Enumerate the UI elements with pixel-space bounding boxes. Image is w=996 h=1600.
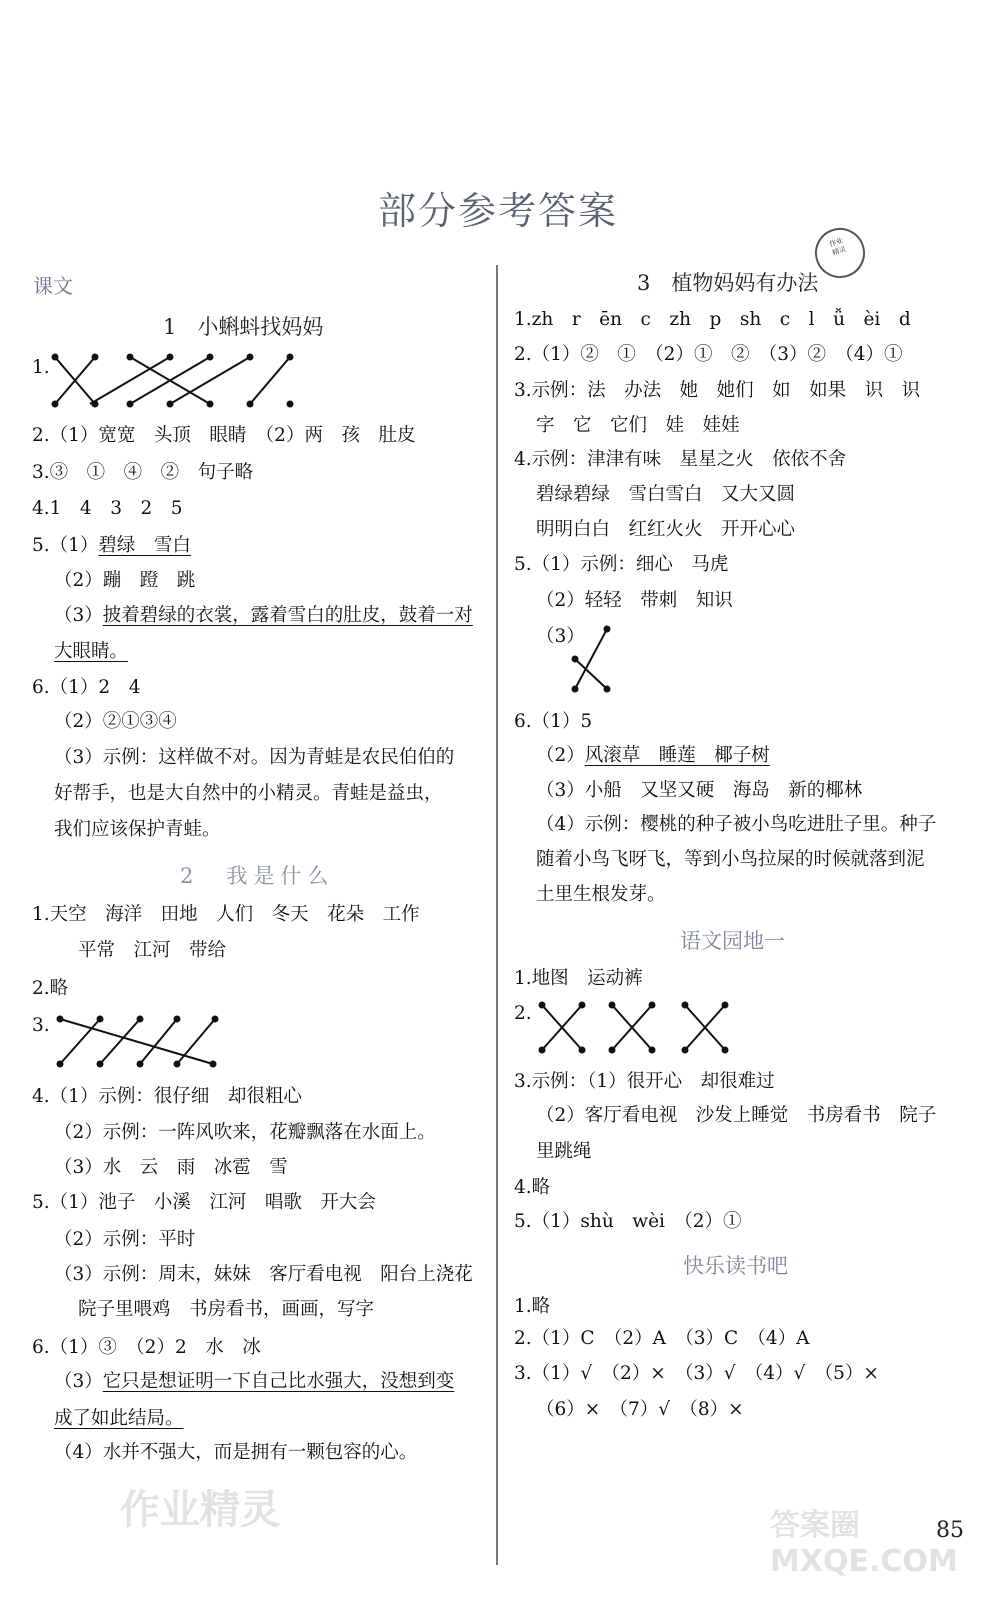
l2-q2: 2.略 [32, 978, 69, 999]
l3-q1: 1.zh r ēn c zh p sh c l ǚ èi d [514, 309, 911, 330]
reading-q3b: （6）× （7）√ （8）× [536, 1399, 744, 1420]
garden-q2-label: 2. [514, 1003, 532, 1024]
l1-q6-3c: 我们应该保护青蛙。 [54, 819, 221, 840]
l3-q5-3-matching-diagram [567, 624, 617, 696]
l1-q6-3b: 好帮手，也是大自然中的小精灵。青蛙是益虫， [54, 783, 443, 804]
l2-q4-1: 4.（1）示例：很仔细 却很粗心 [32, 1086, 302, 1107]
l1-q4: 4.1 4 3 2 5 [32, 498, 183, 519]
l2-q3-matching-diagram [55, 1014, 225, 1072]
page-number: 85 [936, 1518, 964, 1543]
l2-q3-label: 3. [32, 1015, 50, 1036]
l3-q4a: 4.示例：津津有味 星星之火 依依不舍 [514, 449, 847, 470]
l1-q3: 3.③ ① ④ ② 句子略 [32, 462, 254, 483]
reading-q3a: 3.（1）√ （2）× （3）√ （4）√ （5）× [514, 1363, 879, 1384]
l3-q6-4a: （4）示例：樱桃的种子被小鸟吃进肚子里。种子 [536, 814, 937, 835]
reading-q2: 2.（1）C （2）A （3）C （4）A [514, 1328, 810, 1349]
l3-q5-3-label: （3） [536, 626, 585, 647]
l3-q4c: 明明白白 红红火火 开开心心 [536, 519, 796, 540]
l1-q2: 2.（1）宽宽 头顶 眼睛 （2）两 孩 肚皮 [32, 425, 416, 446]
l2-q6-4: （4）水并不强大，而是拥有一颗包容的心。 [54, 1442, 418, 1463]
garden-q2-matching-diagram [537, 1000, 737, 1056]
l2-q5-3b: 院子里喂鸡 书房看书，画画，写字 [78, 1299, 375, 1320]
l3-q6-1: 6.（1）5 [514, 711, 593, 732]
l1-q6-2: （2）②①③④ [54, 711, 177, 732]
l1-q5-3a: （3）披着碧绿的衣裳，露着雪白的肚皮，鼓着一对 [54, 605, 473, 626]
garden-heading: 语文园地一 [680, 929, 785, 953]
garden-q1: 1.地图 运动裤 [514, 968, 643, 989]
stamp-seal: 作业 精灵 [808, 221, 872, 285]
l3-q3a: 3.示例：法 办法 她 她们 如 如果 识 识 [514, 380, 921, 401]
l2-q4-2: （2）示例：一阵风吹来，花瓣飘落在水面上。 [54, 1122, 436, 1143]
l3-q6-4c: 土里生根发芽。 [536, 884, 666, 905]
garden-q3-2a: （2）客厅看电视 沙发上睡觉 书房看书 院子 [536, 1105, 937, 1126]
watermark-right: 答案圈 MXQE.COM [770, 1508, 958, 1579]
l2-q1b: 平常 江河 带给 [78, 940, 227, 961]
l2-q6-3a: （3）它只是想证明一下自己比水强大，没想到变 [54, 1371, 455, 1392]
l3-q4b: 碧绿碧绿 雪白雪白 又大又圆 [536, 484, 796, 505]
lesson-3-heading: 3 植物妈妈有办法 [637, 271, 819, 295]
l1-q5-2: （2）蹦 蹬 跳 [54, 570, 196, 591]
reading-heading: 快乐读书吧 [683, 1254, 788, 1278]
garden-q3-2b: 里跳绳 [536, 1141, 592, 1162]
garden-q3-1: 3.示例：（1）很开心 却很难过 [514, 1071, 775, 1092]
garden-q4: 4.略 [514, 1177, 551, 1198]
l2-q4-3: （3）水 云 雨 冰雹 雪 [54, 1157, 288, 1178]
reading-q1: 1.略 [514, 1296, 551, 1317]
l3-q5-2: （2）轻轻 带刺 知识 [536, 590, 733, 611]
l2-q1a: 1.天空 海洋 田地 人们 冬天 花朵 工作 [32, 904, 420, 925]
l3-q6-4b: 随着小鸟飞呀飞，等到小鸟拉屎的时候就落到泥 [536, 849, 925, 870]
l3-q3b: 字 它 它们 娃 娃娃 [536, 415, 740, 436]
watermark-left: 作业精灵 [120, 1487, 280, 1533]
l3-q2: 2.（1）② ① （2）① ② （3）② （4）① [514, 344, 903, 365]
lesson-2-heading: 2 我是什么 [180, 864, 335, 888]
garden-q5: 5.（1）shù wèi （2）① [514, 1211, 742, 1232]
l2-q6-1: 6.（1）③ （2）2 水 冰 [32, 1337, 261, 1358]
l3-q6-2: （2）风滚草 睡莲 椰子树 [536, 745, 770, 766]
l3-q5-1: 5.（1）示例：细心 马虎 [514, 554, 729, 575]
section-label-texts: 课文 [33, 274, 73, 298]
column-divider [496, 265, 498, 1565]
l1-q1-matching-diagram [50, 352, 300, 412]
lesson-1-heading: 1 小蝌蚪找妈妈 [163, 315, 324, 339]
l1-q5-1: 5.（1）碧绿 雪白 [32, 535, 191, 556]
l1-q1-label: 1. [32, 357, 50, 378]
l2-q5-1: 5.（1）池子 小溪 江河 唱歌 开大会 [32, 1192, 376, 1213]
l3-q6-3: （3）小船 又坚又硬 海岛 新的椰林 [536, 780, 863, 801]
l1-q6-1: 6.（1）2 4 [32, 677, 141, 698]
page-title: 部分参考答案 [377, 189, 618, 233]
l2-q6-3b: 成了如此结局。 [54, 1408, 184, 1429]
l2-q5-3a: （3）示例：周末，妹妹 客厅看电视 阳台上浇花 [54, 1264, 473, 1285]
l2-q5-2: （2）示例：平时 [54, 1229, 196, 1250]
l1-q6-3a: （3）示例：这样做不对。因为青蛙是农民伯伯的 [54, 747, 455, 768]
l1-q5-3b: 大眼睛。 [54, 641, 129, 662]
